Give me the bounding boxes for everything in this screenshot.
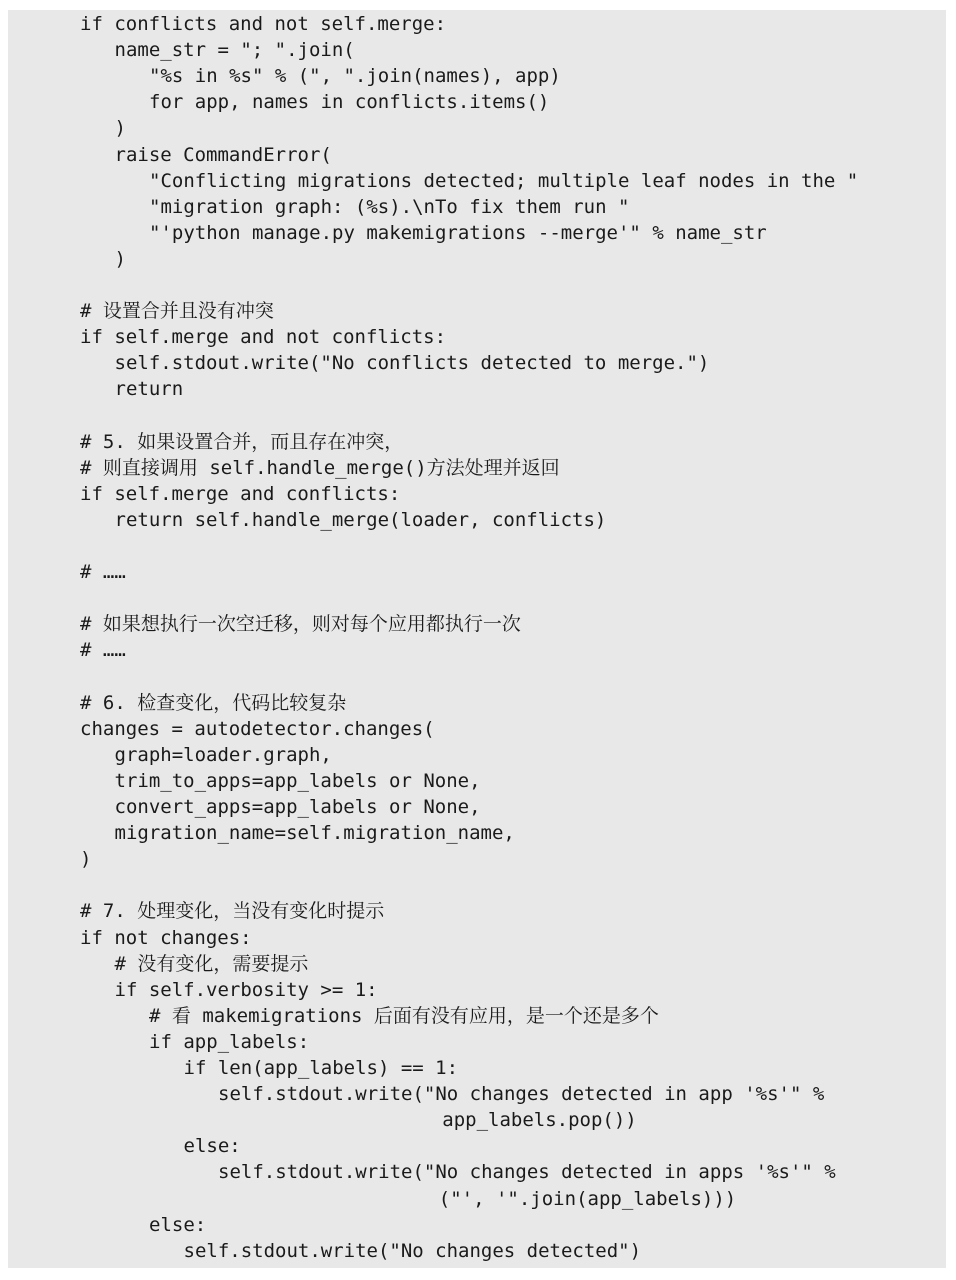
code-comment-line: # 6. 检查变化，代码比较复杂 — [80, 691, 347, 714]
code-line: "Conflicting migrations detected; multiple leaf nodes in the " — [149, 169, 859, 192]
code-line: if self.verbosity >= 1: — [114, 978, 378, 1001]
code-listing — [8, 10, 946, 1268]
code-line: if app_labels: — [149, 1030, 310, 1053]
code-comment-line: # 如果想执行一次空迁移，则对每个应用都执行一次 — [80, 613, 521, 636]
code-line: for app, names in conflicts.items() — [149, 91, 550, 114]
code-comment-line: # …… — [80, 561, 126, 584]
code-line: return — [114, 378, 184, 401]
code-line: ) — [114, 117, 126, 140]
code-line: migration_name=self.migration_name, — [114, 822, 515, 845]
code-comment-line: # 5. 如果设置合并，而且存在冲突， — [80, 430, 404, 453]
code-comment-line: # 7. 处理变化，当没有变化时提示 — [80, 900, 385, 923]
code-line: self.stdout.write("No conflicts detected to merge.") — [114, 352, 710, 375]
code-line: changes = autodetector.changes( — [80, 717, 435, 740]
code-line: ("', '".join(app_labels))) — [438, 1187, 737, 1210]
code-line: ) — [80, 848, 92, 871]
code-line: "%s in %s" % (", ".join(names), app) — [149, 65, 561, 88]
code-comment-line: # 设置合并且没有冲突 — [80, 300, 274, 323]
code-line: name_str = "; ".join( — [114, 39, 355, 62]
code-line: else: — [149, 1213, 207, 1236]
code-line: if not changes: — [80, 926, 252, 949]
code-comment-line: # 没有变化，需要提示 — [114, 952, 309, 975]
code-line: self.stdout.write("No changes detected in apps '%s'" % — [218, 1161, 836, 1184]
code-line: if len(app_labels) == 1: — [183, 1057, 459, 1079]
code-line: graph=loader.graph, — [114, 743, 332, 766]
code-comment-line: # 看 makemigrations 后面有没有应用，是一个还是多个 — [149, 1004, 659, 1027]
code-line: convert_apps=app_labels or None, — [114, 796, 481, 818]
code-line: "'python manage.py makemigrations --merge'" % name_str — [149, 221, 767, 244]
code-line: if conflicts and not self.merge: — [80, 13, 447, 35]
code-line: return self.handle_merge(loader, conflicts) — [114, 508, 607, 531]
code-line: self.stdout.write("No changes detected") — [183, 1239, 642, 1262]
code-line: "migration graph: (%s).\nTo fix them run " — [149, 195, 630, 218]
code-line: app_labels.pop()) — [442, 1109, 637, 1132]
code-line: ) — [114, 247, 126, 270]
code-line: self.stdout.write("No changes detected in app '%s'" % — [218, 1083, 825, 1106]
code-comment-line: # 则直接调用 self.handle_merge()方法处理并返回 — [80, 456, 560, 479]
code-line: raise CommandError( — [114, 143, 332, 166]
code-comment-line: # …… — [80, 639, 126, 662]
code-line: if self.merge and conflicts: — [80, 482, 401, 505]
code-line: trim_to_apps=app_labels or None, — [114, 769, 481, 792]
code-line: else: — [183, 1135, 241, 1158]
code-line: if self.merge and not conflicts: — [80, 326, 447, 349]
